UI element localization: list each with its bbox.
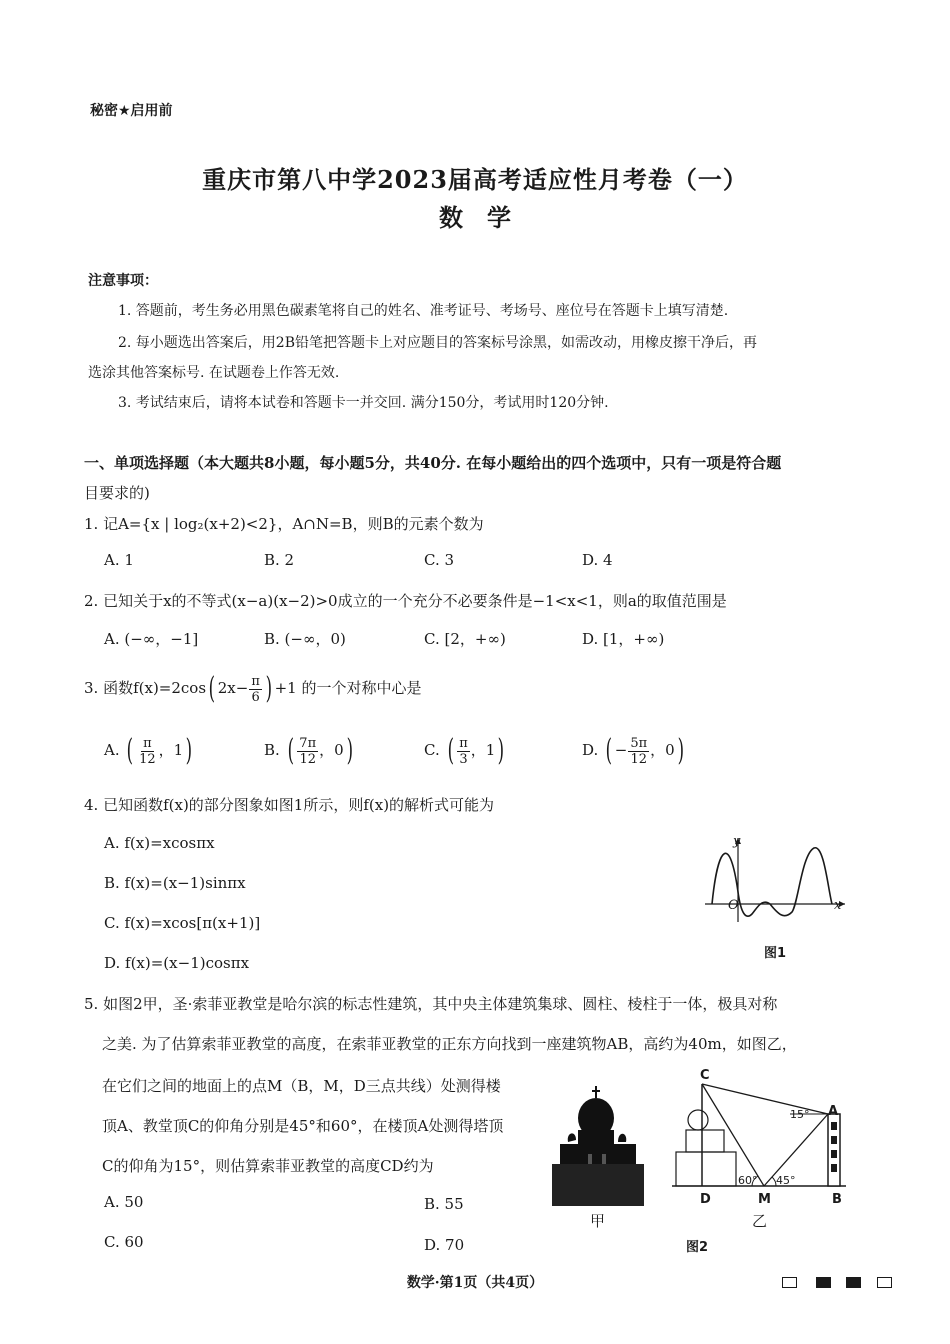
q4-option-c: C. f(x)=xcos[π(x+1)] <box>104 914 261 932</box>
fig2-geometry-diagram <box>668 1076 852 1200</box>
q5-option-b: B. 55 <box>424 1195 464 1213</box>
q5-option-c: C. 60 <box>104 1233 144 1251</box>
segment-cm <box>702 1084 764 1186</box>
angle-60-label: 60° <box>738 1174 758 1187</box>
q3-option-c: C. ( $\frac{\pi}{3}$ ，1) <box>424 733 505 768</box>
segment-ma <box>764 1114 828 1186</box>
q1-option-a: A. 1 <box>104 551 134 569</box>
q2-stem: 2. 已知关于x的不等式(x−a)(x−2)>0成立的一个充分不必要条件是−1<x<1，则a的取值范围是 <box>84 592 727 610</box>
notes-heading: 注意事项： <box>88 273 158 289</box>
figure-1-graph <box>700 834 850 924</box>
q3-option-d: D. ( − $\frac{5\pi}{12}$ ，0) <box>582 733 684 768</box>
point-c-label: C <box>700 1068 710 1083</box>
fig2-yi-label: 乙 <box>752 1212 768 1230</box>
q3-option-a: A. ( $\frac{\pi}{12}$ ，1) <box>104 733 193 768</box>
angle-15-label: 15° <box>790 1108 810 1121</box>
q1-option-d: D. 4 <box>582 551 613 569</box>
q3-stem: 3. 函数f(x)=2cos( 2x− $\frac{\pi}{6}$ ) +1 的一个对称中心是 <box>84 671 422 706</box>
fig2-jia-label: 甲 <box>590 1212 606 1230</box>
point-m-label: M <box>758 1192 771 1207</box>
q1-option-c: C. 3 <box>424 551 455 569</box>
q1-stem: 1. 记A={x | log₂(x+2)<2}，A∩N=B，则B的元素个数为 <box>84 515 484 533</box>
note-2b: 选涂其他答案标号. 在试题卷上作答无效. <box>88 365 340 381</box>
q2-option-b: B. (−∞，0) <box>264 630 346 648</box>
q1-option-b: B. 2 <box>264 551 295 569</box>
secret-label: 秘密★启用前 <box>90 103 173 119</box>
fig2-caption: 图2 <box>686 1240 709 1255</box>
note-2a: 2. 每小题选出答案后，用2B铅笔把答题卡上对应题目的答案标号涂黑，如需改动，用橡皮擦干净后，再 <box>118 335 758 351</box>
q5-line-2: 之美. 为了估算索菲亚教堂的高度，在索菲亚教堂的正东方向找到一座建筑物AB，高约为40m，如图乙， <box>102 1035 797 1053</box>
church-middle <box>686 1130 724 1152</box>
church-dome <box>688 1110 708 1130</box>
section-heading-line2: 目要求的) <box>84 484 150 502</box>
exam-title: 重庆市第八中学2023届高考适应性月考卷（一） <box>202 165 748 194</box>
q5-line-4: 顶A、教堂顶C的仰角分别是45°和60°，在楼顶A处测得塔顶 <box>102 1117 504 1135</box>
cathedral-photo <box>548 1084 648 1206</box>
q5-option-a: A. 50 <box>104 1193 144 1211</box>
point-b-label: B <box>832 1192 842 1207</box>
q5-option-d: D. 70 <box>424 1236 465 1254</box>
point-d-label: D <box>700 1192 711 1207</box>
q3-option-b: B. ( $\frac{7\pi}{12}$ ，0) <box>264 733 353 768</box>
q4-option-b: B. f(x)=(x−1)sinπx <box>104 874 246 892</box>
fig1-x-label: x <box>834 898 842 913</box>
q2-option-d: D. [1，+∞) <box>582 630 665 648</box>
q5-line-3: 在它们之间的地面上的点M（B，M，D三点共线）处测得楼 <box>102 1077 501 1095</box>
q5-line-5: C的仰角为15°，则估算索菲亚教堂的高度CD约为 <box>102 1157 434 1175</box>
q4-stem: 4. 已知函数f(x)的部分图象如图1所示，则f(x)的解析式可能为 <box>84 796 495 814</box>
q2-option-c: C. [2，+∞) <box>424 630 506 648</box>
angle-45-label: 45° <box>776 1174 796 1187</box>
page-footer: 数学·第1页（共4页） <box>406 1275 544 1291</box>
page-mark-filled-2 <box>846 1277 861 1288</box>
subject-title: 数 学 <box>439 203 511 232</box>
q4-option-a: A. f(x)=xcosπx <box>104 834 215 852</box>
q5-line-1: 5. 如图2甲，圣·索菲亚教堂是哈尔滨的标志性建筑，其中央主体建筑集球、圆柱、棱柱于一体，极具对称 <box>84 995 778 1013</box>
point-a-label: A <box>828 1104 839 1119</box>
fig1-caption: 图1 <box>764 946 787 961</box>
q2-option-a: A. (−∞，−1] <box>104 630 199 648</box>
church-base <box>676 1152 736 1186</box>
fig1-origin-label: O <box>728 898 739 913</box>
q4-option-d: D. f(x)=(x−1)cosπx <box>104 954 250 972</box>
section-heading-line1: 一、单项选择题（本大题共8小题，每小题5分，共40分. 在每小题给出的四个选项中，只有一项是符合题 <box>84 454 782 472</box>
page-mark-empty-1 <box>782 1277 797 1288</box>
fig1-y-label: y <box>733 834 741 849</box>
note-3: 3. 考试结束后，请将本试卷和答题卡一并交回. 满分150分，考试用时120分钟. <box>118 395 609 411</box>
page-mark-filled-1 <box>816 1277 831 1288</box>
page-mark-empty-2 <box>877 1277 892 1288</box>
note-1: 1. 答题前，考生务必用黑色碳素笔将自己的姓名、准考证号、考场号、座位号在答题卡上填写清楚. <box>118 303 729 319</box>
